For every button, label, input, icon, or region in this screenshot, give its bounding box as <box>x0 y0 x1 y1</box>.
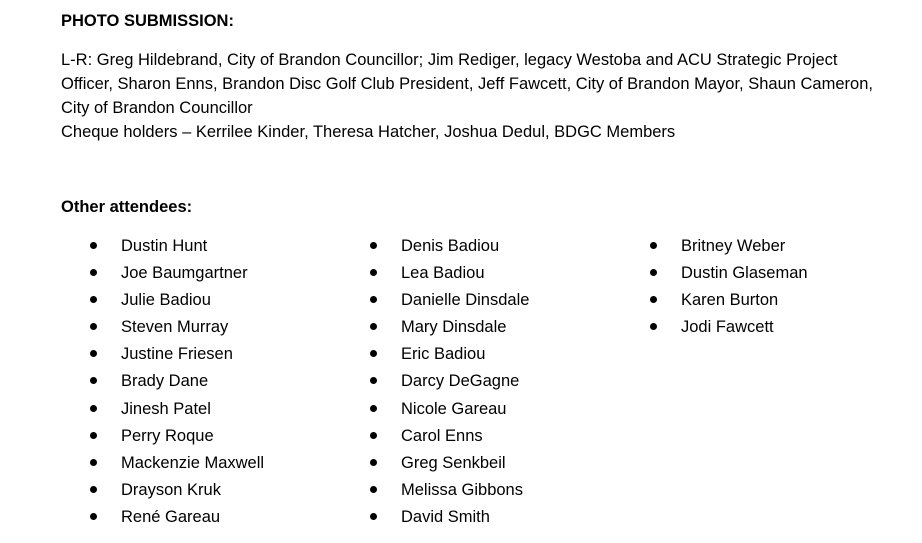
attendee-list-item <box>370 234 529 261</box>
bullet-icon <box>90 432 97 439</box>
attendee-name: Carol Enns <box>401 426 483 445</box>
bullet-icon <box>370 242 377 249</box>
bullet-icon <box>370 296 377 303</box>
attendee-list-item <box>650 234 808 261</box>
bullet-icon <box>370 513 377 520</box>
bullet-icon <box>370 377 377 384</box>
attendee-name: Brady Dane <box>121 372 209 391</box>
bullet-icon <box>90 323 97 330</box>
attendee-name: Jinesh Patel <box>121 399 211 418</box>
attendee-list-item <box>90 505 264 532</box>
attendee-list-item <box>90 315 264 342</box>
attendee-list-item <box>650 315 808 342</box>
attendees-column-2 <box>370 234 529 532</box>
attendee-list-item <box>90 234 264 261</box>
attendees-column-1 <box>90 234 264 532</box>
attendee-name: Greg Senkbeil <box>401 453 506 472</box>
bullet-icon <box>90 486 97 493</box>
bullet-icon <box>90 513 97 520</box>
attendee-list-item <box>370 261 529 288</box>
attendee-name: Britney Weber <box>681 237 786 255</box>
attendee-name: Nicole Gareau <box>401 399 507 418</box>
attendee-list-item <box>370 505 529 532</box>
bullet-icon <box>90 242 97 249</box>
photo-submission-heading: PHOTO SUBMISSION: <box>61 12 234 30</box>
attendee-name: Denis Badiou <box>401 237 500 255</box>
attendee-name: Mackenzie Maxwell <box>121 453 265 472</box>
bullet-icon <box>650 296 657 303</box>
attendee-name: Melissa Gibbons <box>401 480 523 499</box>
attendee-name: Perry Roque <box>121 426 214 445</box>
attendee-list-item <box>370 397 529 424</box>
attendee-name: Lea Badiou <box>401 264 485 283</box>
attendee-name: Julie Badiou <box>121 291 211 310</box>
bullet-icon <box>90 459 97 466</box>
bullet-icon <box>370 323 377 330</box>
attendee-list-item <box>90 369 264 396</box>
bullet-icon <box>650 242 657 249</box>
attendee-list-item <box>90 261 264 288</box>
bullet-icon <box>370 432 377 439</box>
attendee-list-item <box>90 342 264 369</box>
bullet-icon <box>90 350 97 357</box>
bullet-icon <box>90 405 97 412</box>
attendee-list-item <box>370 478 529 505</box>
attendee-list-item <box>90 397 264 424</box>
attendee-list-item <box>650 288 808 315</box>
bullet-icon <box>370 486 377 493</box>
bullet-icon <box>370 269 377 276</box>
other-attendees-heading: Other attendees: <box>61 198 193 216</box>
attendee-list-item <box>650 261 808 288</box>
attendee-list-item <box>90 288 264 315</box>
attendee-name: Mary Dinsdale <box>401 318 507 337</box>
attendee-name: Danielle Dinsdale <box>401 291 530 310</box>
attendee-list-item <box>370 424 529 451</box>
attendee-list-item <box>90 424 264 451</box>
attendee-list-item <box>370 342 529 369</box>
attendee-name: Dustin Glaseman <box>681 264 808 283</box>
attendee-list-item <box>90 478 264 505</box>
attendee-list-item <box>90 451 264 478</box>
attendee-name: Karen Burton <box>681 291 779 310</box>
attendee-name: Darcy DeGagne <box>401 372 520 391</box>
bullet-icon <box>370 350 377 357</box>
attendee-name: Joe Baumgartner <box>121 264 248 283</box>
bullet-icon <box>90 296 97 303</box>
attendee-name: David Smith <box>401 507 490 526</box>
attendee-list-item <box>370 288 529 315</box>
attendee-name: Dustin Hunt <box>121 237 208 255</box>
attendee-list-item <box>370 451 529 478</box>
attendee-name: Eric Badiou <box>401 345 486 364</box>
attendee-name: René Gareau <box>121 507 221 526</box>
attendee-name: Jodi Fawcett <box>681 318 774 337</box>
attendee-name: Drayson Kruk <box>121 480 221 499</box>
attendees-column-3 <box>650 234 808 342</box>
bullet-icon <box>90 269 97 276</box>
attendee-name: Steven Murray <box>121 318 229 337</box>
bullet-icon <box>90 377 97 384</box>
attendee-list-item <box>370 369 529 396</box>
attendee-name: Justine Friesen <box>121 345 233 364</box>
bullet-icon <box>650 323 657 330</box>
bullet-icon <box>370 459 377 466</box>
cheque-holders-line: Cheque holders – Kerrilee Kinder, Theresa Hatcher, Joshua Dedul, BDGC Members <box>61 123 676 141</box>
attendee-list-item <box>370 315 529 342</box>
bullet-icon <box>370 405 377 412</box>
bullet-icon <box>650 269 657 276</box>
photo-caption: L-R: Greg Hildebrand, City of Brandon Councillor; Jim Rediger, legacy Westoba and ACU Strategic Project Officer, Sharon Enns, Brandon Disc Golf Club President, Jeff Fawcett, City of Brandon Mayor, Shaun Cameron, City of Brandon Councillor <box>61 51 873 117</box>
